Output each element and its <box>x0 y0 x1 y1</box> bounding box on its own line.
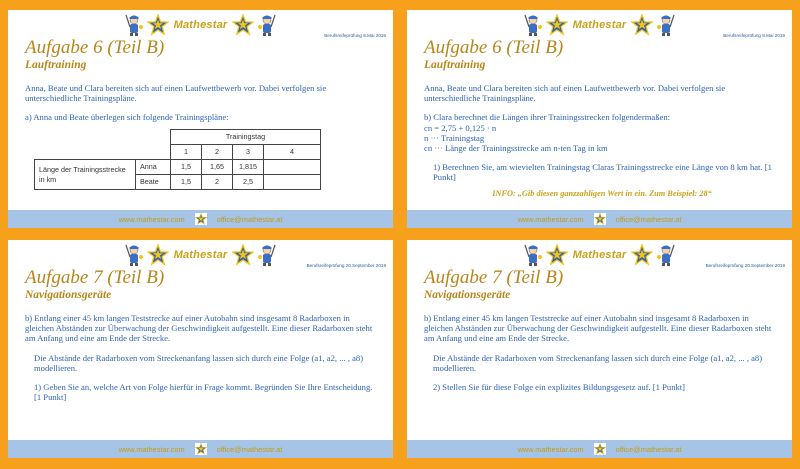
slide-footer <box>8 210 393 228</box>
slide-footer <box>8 440 393 458</box>
part-b-text: b) Entlang einer 45 km langen Teststrecke auf einer Autobahn sind insgesamt 8 Radarboxen in gleichen Abständen zur Überwachung der Geschwindigkeit aufgestellt. Eine dieser Radarboxen steht am Anfang und eine am Ende der Strecke. <box>25 313 373 344</box>
mascot-left-icon <box>123 13 145 37</box>
star-icon <box>232 244 254 266</box>
formula: cn = 2,75 + 0,125 · n <box>424 122 497 133</box>
slide-body <box>424 83 780 199</box>
table-cell <box>264 160 321 175</box>
slide-title: Aufgabe 7 (Teil B) <box>25 267 165 288</box>
brand-name: Mathestar <box>572 249 627 261</box>
brand-name: Mathestar <box>173 19 228 31</box>
training-table <box>34 129 321 191</box>
row-label: Länge der Trainingsstrecke in km <box>35 160 136 190</box>
slide-subtitle: Lauftraining <box>25 59 87 71</box>
star-icon <box>631 14 653 36</box>
slide-title: Aufgabe 6 (Teil B) <box>25 37 165 58</box>
slide-body <box>424 313 780 394</box>
table-cell <box>264 175 321 190</box>
table-cell: 2 <box>202 175 233 190</box>
day-header: 4 <box>264 144 321 159</box>
runner-name: Anna <box>136 160 171 175</box>
slide-aufgabe-7-b2 <box>407 240 792 458</box>
intro-text: Anna, Beate und Clara bereiten sich auf einen Laufwettbewerb vor. Dabei verfolgen sie unterschiedliche Trainingspläne. <box>424 83 726 104</box>
footer-website: www.mathestar.com <box>118 444 185 454</box>
slide-footer <box>407 210 792 228</box>
slide-footer <box>407 440 792 458</box>
exam-date: Berufsreifeprüfung 8.Mai 2019 <box>324 33 386 38</box>
slide-aufgabe-6-b <box>407 10 792 228</box>
star-icon <box>195 213 207 225</box>
mascot-left-icon <box>123 243 145 267</box>
slide-body <box>25 313 381 404</box>
intro-text: Anna, Beate und Clara bereiten sich auf einen Laufwettbewerb vor. Dabei verfolgen sie unterschiedliche Trainingspläne. <box>25 83 327 104</box>
star-icon <box>594 213 606 225</box>
table-cell: 1,65 <box>202 160 233 175</box>
slide-title: Aufgabe 6 (Teil B) <box>424 37 564 58</box>
table-cell: 1,5 <box>171 160 202 175</box>
slide-title: Aufgabe 7 (Teil B) <box>424 267 564 288</box>
definition-cn: cn ··· Länge der Trainingsstrecke am n-ten Tag in km <box>424 143 608 154</box>
star-icon <box>546 244 568 266</box>
star-icon <box>147 244 169 266</box>
mascot-right-icon <box>655 243 677 267</box>
slide-subtitle: Navigationsgeräte <box>25 289 112 301</box>
table-cell: 1,815 <box>233 160 264 175</box>
definition-n: n ··· Trainingstag <box>424 132 485 143</box>
star-icon <box>195 443 207 455</box>
exam-date: Berufsreifeprüfung 20.September 2019 <box>306 263 386 268</box>
slide-aufgabe-6-a <box>8 10 393 228</box>
part-a-text: a) Anna und Beate überlegen sich folgende Trainingspläne: <box>25 112 229 123</box>
day-header: 1 <box>171 144 202 159</box>
distances-text: Die Abstände der Radarboxen vom Streckenanfang lassen sich durch eine Folge (a1, a2, ... , a8) modellieren. <box>34 352 364 373</box>
slide-subtitle: Lauftraining <box>424 59 486 71</box>
star-icon <box>232 14 254 36</box>
mascot-left-icon <box>522 13 544 37</box>
mascot-right-icon <box>256 243 278 267</box>
part-b-text: b) Clara berechnet die Längen ihrer Trainingsstrecken folgendermaßen: <box>424 112 671 123</box>
table-cell: 1,5 <box>171 175 202 190</box>
footer-email: office@mathestar.at <box>615 444 682 454</box>
runner-name: Beate <box>136 175 171 190</box>
info-hint: INFO: „Gib diesen ganzzahligen Wert in ein. Zum Beispiel: 28“ <box>492 188 712 198</box>
distances-text: Die Abstände der Radarboxen vom Streckenanfang lassen sich durch eine Folge (a1, a2, ... , a8) modellieren. <box>433 352 763 373</box>
mascot-right-icon <box>655 13 677 37</box>
question-text: 1) Geben Sie an, welche Art von Folge hierfür in Frage kommt. Begründen Sie Ihre Entscheidung. [1 Punkt] <box>34 382 373 403</box>
slide-body <box>25 83 381 190</box>
brand-name: Mathestar <box>173 249 228 261</box>
slide-subtitle: Navigationsgeräte <box>424 289 511 301</box>
day-header: 3 <box>233 144 264 159</box>
footer-email: office@mathestar.at <box>216 214 283 224</box>
question-text: 1) Berechnen Sie, am wievielten Trainingstag Claras Trainingsstrecke eine Länge von 8 km hat. [1 Punkt] <box>433 162 772 183</box>
table-header: Trainingstag <box>171 129 321 144</box>
question-text: 2) Stellen Sie für diese Folge ein explizites Bildungsgesetz auf. [1 Punkt] <box>433 382 686 393</box>
table-cell: 2,5 <box>233 175 264 190</box>
brand-name: Mathestar <box>572 19 627 31</box>
exam-date: Berufsreifeprüfung 20.September 2019 <box>705 263 785 268</box>
footer-website: www.mathestar.com <box>118 214 185 224</box>
star-icon <box>546 14 568 36</box>
exam-date: Berufsreifeprüfung 8.Mai 2019 <box>723 33 785 38</box>
footer-website: www.mathestar.com <box>517 444 584 454</box>
star-icon <box>147 14 169 36</box>
mascot-left-icon <box>522 243 544 267</box>
footer-email: office@mathestar.at <box>216 444 283 454</box>
star-icon <box>594 443 606 455</box>
part-b-text: b) Entlang einer 45 km langen Teststrecke auf einer Autobahn sind insgesamt 8 Radarboxen in gleichen Abständen zur Überwachung der Geschwindigkeit aufgestellt. Eine dieser Radarboxen steht am Anfang und eine am Ende der Strecke. <box>424 313 772 344</box>
slide-aufgabe-7-b1 <box>8 240 393 458</box>
footer-website: www.mathestar.com <box>517 214 584 224</box>
star-icon <box>631 244 653 266</box>
mascot-right-icon <box>256 13 278 37</box>
day-header: 2 <box>202 144 233 159</box>
footer-email: office@mathestar.at <box>615 214 682 224</box>
